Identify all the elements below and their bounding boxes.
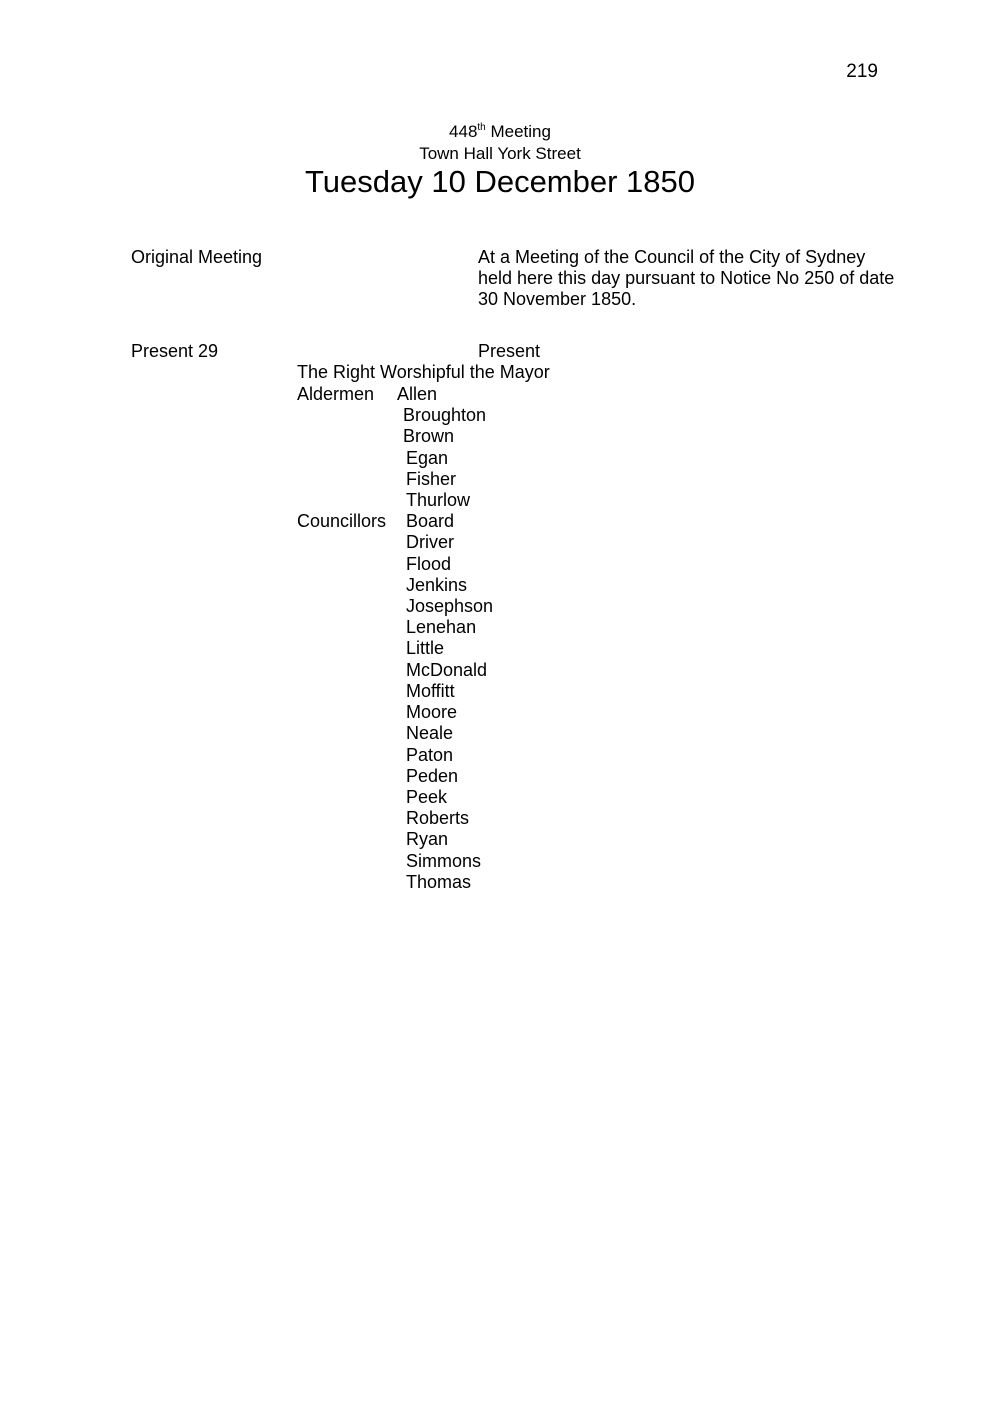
alderman-name: Brown (403, 426, 455, 446)
councillor-name: Thomas (406, 872, 472, 892)
councillor-name: Little (406, 638, 445, 658)
councillor-name: Moffitt (406, 681, 455, 701)
meeting-number-suffix: th (477, 122, 486, 133)
present-heading: Present (478, 341, 541, 361)
meeting-venue: Town Hall York Street (419, 144, 581, 163)
councillor-name: Paton (406, 745, 454, 765)
meeting-date: Tuesday 10 December 1850 (304, 164, 696, 199)
aldermen-label: Aldermen (297, 384, 375, 404)
councillor-name: Jenkins (406, 575, 468, 595)
intro-line: held here this day pursuant to Notice No 250 of date (478, 268, 895, 288)
councillor-name: Peden (406, 766, 459, 786)
margin-note-present-count: Present 29 (131, 341, 219, 361)
intro-line: At a Meeting of the Council of the City of Sydney (478, 247, 866, 267)
councillors-label: Councillors (297, 511, 387, 531)
councillor-name: Josephson (406, 596, 494, 616)
councillor-name: Peek (406, 787, 448, 807)
councillor-name: Driver (406, 532, 454, 552)
page-number: 219 (846, 61, 878, 82)
alderman-name: Fisher (406, 469, 457, 489)
meeting-number-value: 448 (449, 122, 478, 141)
alderman-name: Thurlow (406, 490, 471, 510)
alderman-name: Egan (406, 448, 449, 468)
councillor-name: Simmons (406, 851, 482, 871)
mayor-line: The Right Worshipful the Mayor (297, 362, 550, 382)
alderman-name: Allen (397, 384, 438, 404)
councillor-name: Ryan (406, 829, 449, 849)
councillor-name: Flood (406, 554, 452, 574)
councillor-name: Board (406, 511, 455, 531)
meeting-number (0, 122, 1000, 142)
intro-line: 30 November 1850. (478, 289, 637, 309)
margin-note-original-meeting: Original Meeting (131, 247, 263, 267)
councillor-name: McDonald (406, 660, 488, 680)
councillor-name: Neale (406, 723, 454, 743)
councillor-name: Lenehan (406, 617, 477, 637)
councillor-name: Roberts (406, 808, 470, 828)
intro-paragraph (478, 247, 918, 310)
alderman-name: Broughton (403, 405, 487, 425)
councillor-name: Moore (406, 702, 458, 722)
meeting-word: Meeting (485, 122, 551, 141)
